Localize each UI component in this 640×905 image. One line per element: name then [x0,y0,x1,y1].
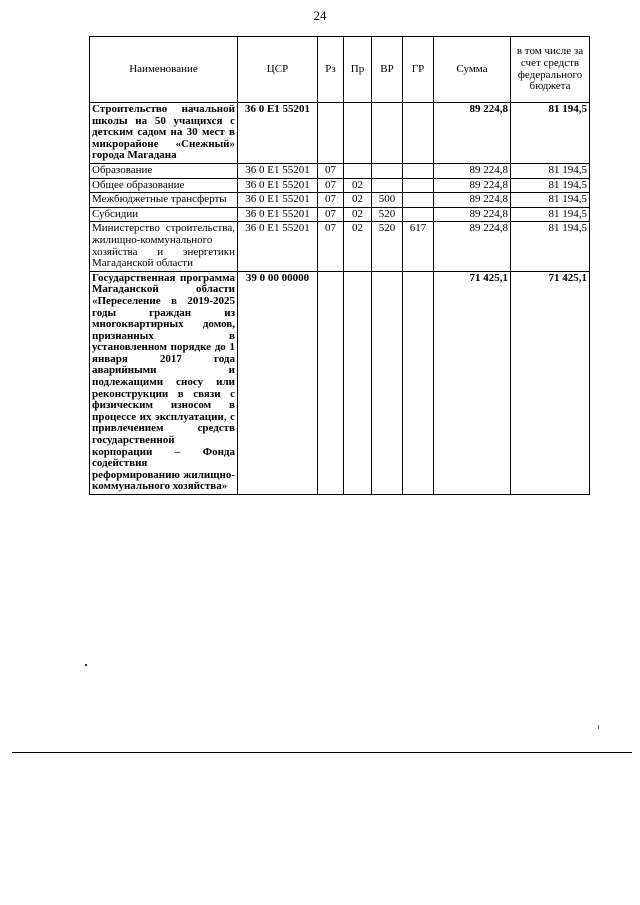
footer-divider [12,752,632,753]
header-gr: ГР [403,37,434,103]
row-sum: 89 224,8 [434,163,511,178]
table-row [90,178,590,193]
row-sum: 89 224,8 [434,222,511,271]
row-federal: 71 425,1 [511,271,590,494]
row-pr [344,163,372,178]
row-gr: 617 [403,222,434,271]
row-federal: 81 194,5 [511,178,590,193]
row-vr [372,271,403,494]
row-vr: 500 [372,193,403,208]
row-name: Строительство начальной школы на 50 учащихся с детским садом на 30 мест в микрорайоне «Снежный» города Магадана [90,103,238,164]
row-csr: 36 0 E1 55201 [238,163,318,178]
row-rz: 07 [318,163,344,178]
scan-mark [598,725,599,729]
row-name: Субсидии [90,207,238,222]
row-sum: 89 224,8 [434,207,511,222]
row-vr [372,163,403,178]
scan-mark [85,664,87,666]
header-csr: ЦСР [238,37,318,103]
header-pr: Пр [344,37,372,103]
row-federal: 81 194,5 [511,222,590,271]
row-sum: 89 224,8 [434,178,511,193]
row-gr [403,178,434,193]
row-vr [372,103,403,164]
row-federal: 81 194,5 [511,163,590,178]
row-sum: 89 224,8 [434,193,511,208]
row-sum: 71 425,1 [434,271,511,494]
row-rz: 07 [318,178,344,193]
table-row [90,222,590,271]
row-name: Государственная программа Магаданской области «Переселение в 2019-2025 годы граждан из многоквартирных домов, признанных в установленном порядке до 1 января 2017 года аварийными и подлежащими сносу или реконструкции в связи с физическим износом в процессе их эксплуатации, с привлечением средств государственной корпорации – Фонда содействия реформированию жилищно-коммунального хозяйства» [90,271,238,494]
row-gr [403,193,434,208]
row-csr: 36 0 E1 55201 [238,193,318,208]
page-number: 24 [313,8,327,23]
row-pr: 02 [344,207,372,222]
header-sum: Сумма [434,37,511,103]
row-gr [403,103,434,164]
table-row [90,163,590,178]
row-rz [318,271,344,494]
row-name: Образование [90,163,238,178]
row-vr: 520 [372,207,403,222]
row-pr [344,271,372,494]
row-pr: 02 [344,193,372,208]
table-row [90,207,590,222]
row-name: Общее образование [90,178,238,193]
table-row [90,271,590,494]
row-federal: 81 194,5 [511,207,590,222]
row-csr: 36 0 E1 55201 [238,222,318,271]
row-rz: 07 [318,193,344,208]
row-gr [403,271,434,494]
row-sum: 89 224,8 [434,103,511,164]
row-rz: 07 [318,222,344,271]
row-name: Министерство строительства, жилищно-коммунального хозяйства и энергетики Магаданской области [90,222,238,271]
header-name: Наименование [90,37,238,103]
row-federal: 81 194,5 [511,193,590,208]
row-name: Межбюджетные трансферты [90,193,238,208]
row-csr: 36 0 E1 55201 [238,207,318,222]
row-gr [403,207,434,222]
table-row [90,193,590,208]
budget-table [89,36,590,495]
row-csr: 36 0 E1 55201 [238,103,318,164]
header-federal: в том числе за счет средств федерального бюджета [511,37,590,103]
row-pr: 02 [344,178,372,193]
row-rz [318,103,344,164]
row-csr: 36 0 E1 55201 [238,178,318,193]
row-federal: 81 194,5 [511,103,590,164]
table-row [90,103,590,164]
row-rz: 07 [318,207,344,222]
row-pr [344,103,372,164]
row-pr: 02 [344,222,372,271]
header-row [90,37,590,103]
row-csr: 39 0 00 00000 [238,271,318,494]
row-vr [372,178,403,193]
row-gr [403,163,434,178]
row-vr: 520 [372,222,403,271]
header-rz: Рз [318,37,344,103]
header-vr: ВР [372,37,403,103]
